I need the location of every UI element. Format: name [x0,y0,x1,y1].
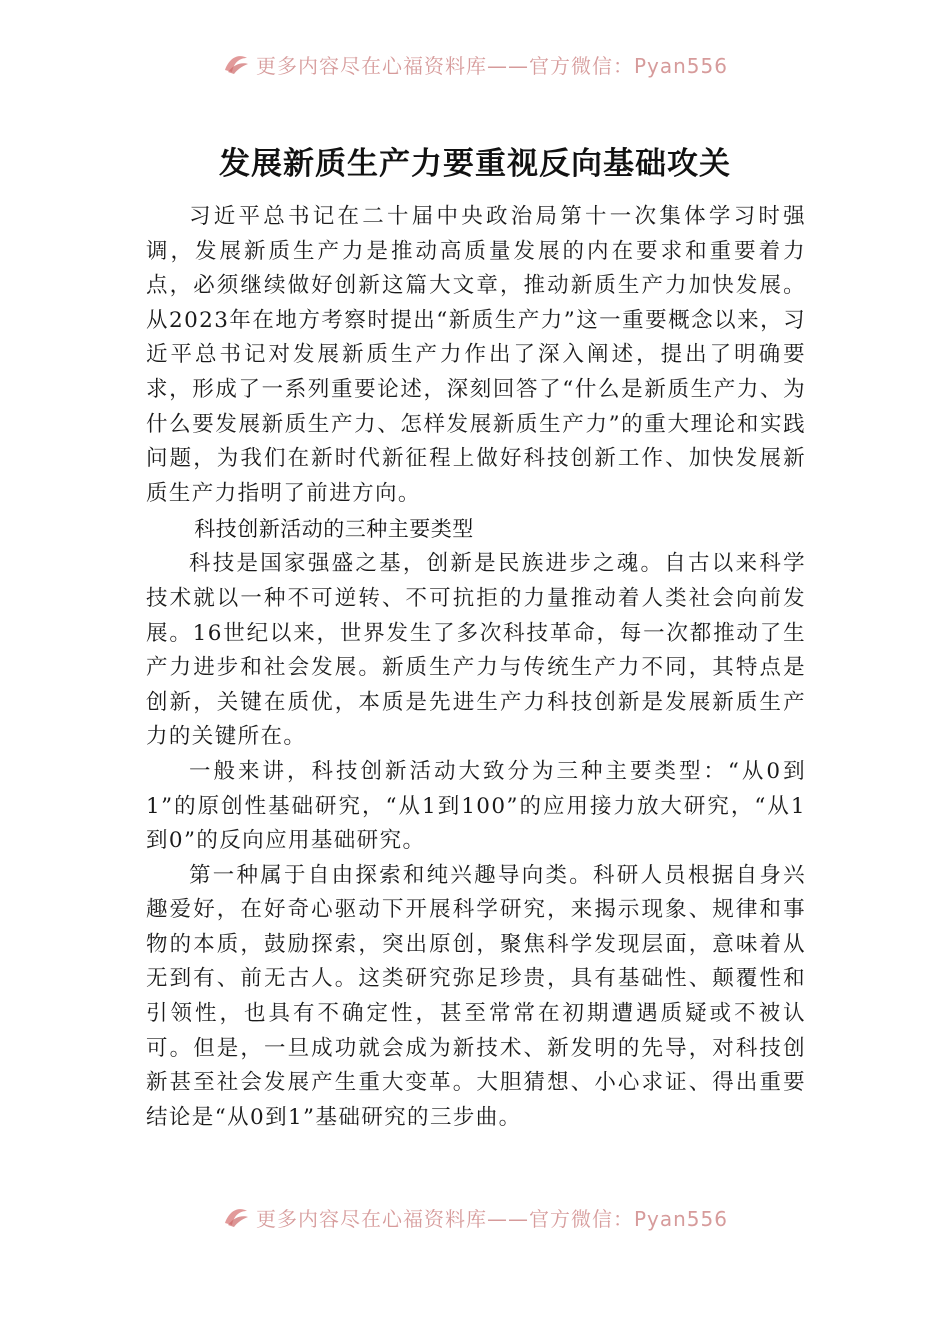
watermark-top [0,50,950,90]
watermark-text: 更多内容尽在心福资料库——官方微信：Pyan556 [255,1206,728,1231]
section-paragraph-2: 一般来讲，科技创新活动大致分为三种主要类型：“从0到1”的原创性基础研究，“从1到100”的应用接力放大研究，“从1到0”的反向应用基础研究。 [146,758,806,854]
section-paragraph-3: 第一种属于自由探索和纯兴趣导向类。科研人员根据自身兴趣爱好，在好奇心驱动下开展科学研究，来揭示现象、规律和事物的本质，鼓励探索，突出原创，聚焦科学发现层面，意味着从无到有、前无古人。这类研究弥足珍贵，具有基础性、颠覆性和引领性，也具有不确定性，甚至常常在初期遭遇质疑或不被认可。但是，一旦成功就会成为新技术、新发明的先导，对科技创新甚至社会发展产生重大变革。大胆猜想、小心求证、得出重要结论是“从0到1”基础研究的三步曲。 [146,862,806,1130]
curved-ribbon-logo-icon [222,52,250,76]
article-body [146,200,806,1135]
section-heading: 科技创新活动的三种主要类型 [194,517,474,542]
page-title: 发展新质生产力要重视反向基础攻关 [219,146,731,182]
watermark-text: 更多内容尽在心福资料库——官方微信：Pyan556 [255,53,728,78]
intro-paragraph: 习近平总书记在二十届中央政治局第十一次集体学习时强调，发展新质生产力是推动高质量发展的内在要求和重要着力点，必须继续做好创新这篇大文章，推动新质生产力加快发展。从2023年在地方考察时提出“新质生产力”这一重要概念以来，习近平总书记对发展新质生产力作出了深入阐述，提出了明确要求，形成了一系列重要论述，深刻回答了“什么是新质生产力、为什么要发展新质生产力、怎样发展新质生产力”的重大理论和实践问题，为我们在新时代新征程上做好科技创新工作、加快发展新质生产力指明了前进方向。 [146,204,806,506]
section-paragraph-1: 科技是国家强盛之基，创新是民族进步之魂。自古以来科学技术就以一种不可逆转、不可抗拒的力量推动着人类社会向前发展。16世纪以来，世界发生了多次科技革命，每一次都推动了生产力进步和社会发展。新质生产力与传统生产力不同，其特点是创新，关键在质优，本质是先进生产力科技创新是发展新质生产力的关键所在。 [146,551,806,750]
watermark-bottom [0,1203,950,1243]
curved-ribbon-logo-icon [222,1205,250,1229]
